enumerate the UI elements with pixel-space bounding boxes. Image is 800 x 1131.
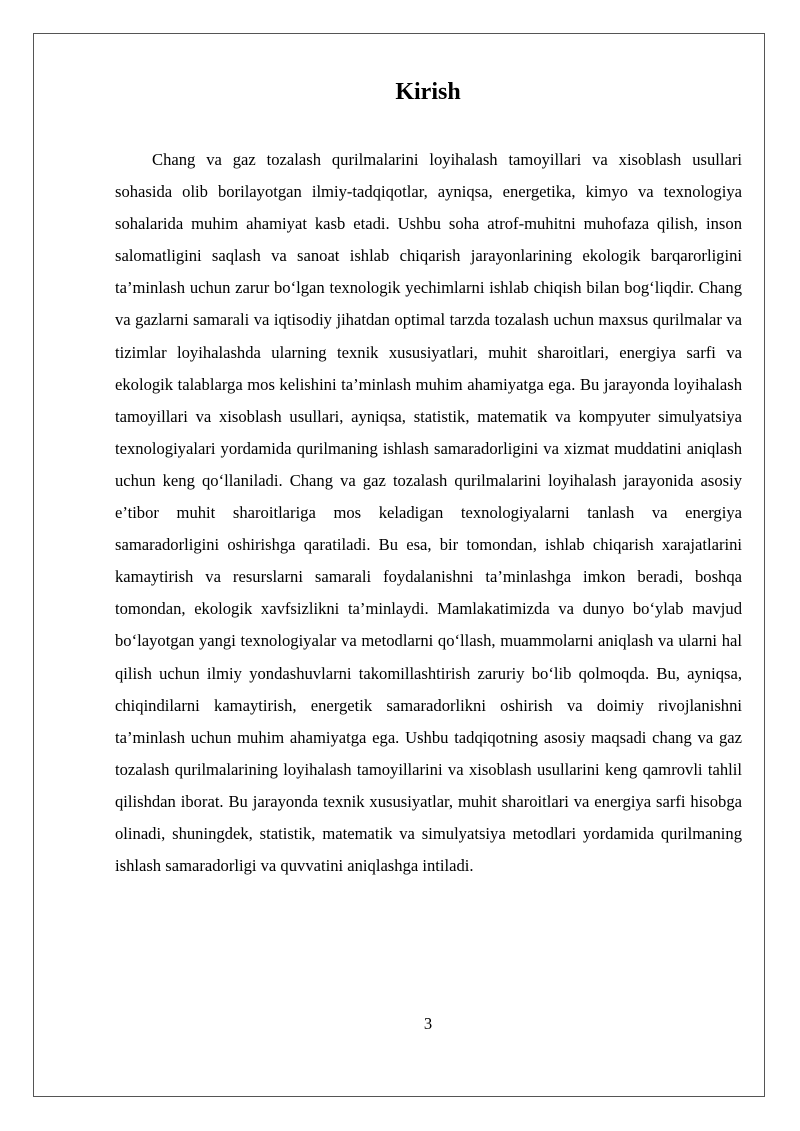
body-paragraph: Chang va gaz tozalash qurilmalarini loyihalash tamoyillari va xisoblash usullari sohasida olib borilayotgan ilmiy-tadqiqotlar, ayniqsa, energetika, kimyo va texnologiya sohalarida muhim ahamiyat kasb etadi. Ushbu soha atrof-muhitni muhofaza qilish, inson salomatligini saqlash va sanoat ishlab chiqarish jarayonlarining ekologik barqarorligini ta’minlash uchun zarur bo‘lgan texnologik yechimlarni ishlab chiqish bilan bog‘liqdir. Chang va gazlarni samarali va iqtisodiy jihatdan optimal tarzda tozalash uchun maxsus qurilmalar va tizimlar loyihalashda ularning texnik xususiyatlari, muhit sharoitlari, energiya sarfi va ekologik talablarga mos kelishini ta’minlash muhim ahamiyatga ega. Bu jarayonda loyihalash tamoyillari va xisoblash usullari, ayniqsa, statistik, matematik va kompyuter simulyatsiya texnologiyalari yordamida qurilmaning ishlash samaradorligini va xizmat muddatini aniqlash uchun keng qo‘llaniladi. Chang va gaz tozalash qurilmalarini loyihalash jarayonida asosiy e’tibor muhit sharoitlariga mos keladigan texnologiyalarni tanlash va energiya samaradorligini oshirishga qaratiladi. Bu esa, bir tomondan, ishlab chiqarish xarajatlarini kamaytirish va resurslarni samarali foydalanishni ta’minlashga imkon beradi, boshqa tomondan, ekologik xavfsizlikni ta’minlaydi. Mamlakatimizda va dunyo bo‘ylab mavjud bo‘layotgan yangi texnologiyalar va metodlarni qo‘llash, muammolarni aniqlash va ularni hal qilish uchun ilmiy yondashuvlarni takomillashtirish zaruriy bo‘lib qolmoqda. Bu, ayniqsa, chiqindilarni kamaytirish, energetik samaradorlikni oshirish va doimiy rivojlanishni ta’minlash uchun muhim ahamiyatga ega. Ushbu tadqiqotning asosiy maqsadi chang va gaz tozalash qurilmalarining loyihalash tamoyillarini va xisoblash usullarini keng qamrovli tahlil qilishdan iborat. Bu jarayonda texnik xususiyatlar, muhit sharoitlari va energiya sarfi hisobga olinadi, shuningdek, statistik, matematik va simulyatsiya metodlari yordamida qurilmaning ishlash samaradorligi va quvvatini aniqlashga intiladi.: [115, 150, 742, 876]
page-number: 3: [423, 1014, 433, 1033]
page-title: Kirish: [395, 79, 461, 105]
